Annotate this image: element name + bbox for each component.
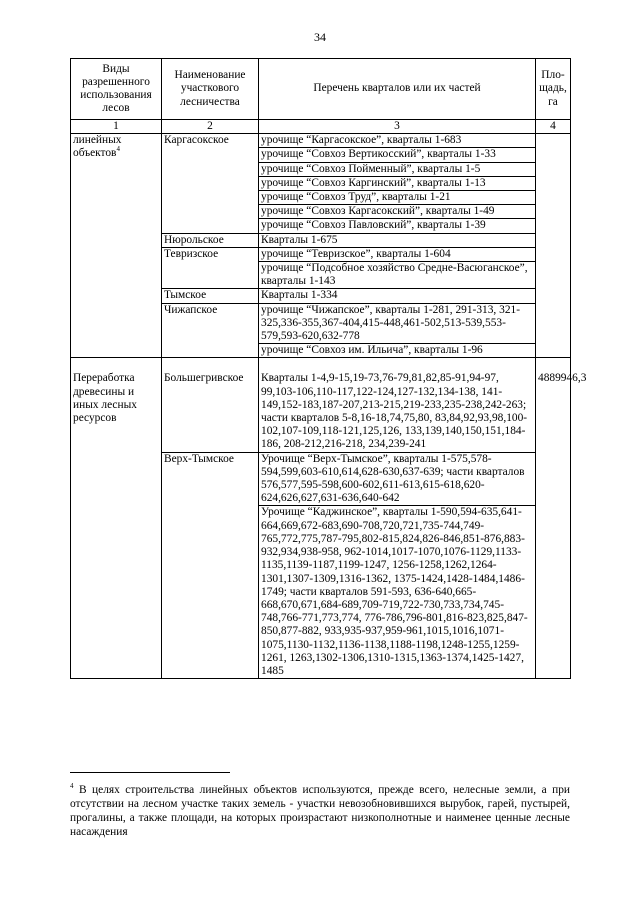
tract-item: урочище “Тевризское”, кварталы 1-604 bbox=[259, 248, 535, 262]
quarters-cell bbox=[259, 247, 536, 289]
column-number: 3 bbox=[259, 120, 536, 134]
tract-item: урочище “Совхоз Труд”, кварталы 1-21 bbox=[259, 191, 535, 205]
header-usage-types: Виды разрешенного использования лесов bbox=[71, 59, 162, 120]
forestry-name-cell: Нюрольское bbox=[162, 233, 259, 247]
tract-item: урочище “Каргасокское”, кварталы 1-683 bbox=[259, 134, 535, 148]
forestry-name-cell: Большегривское bbox=[162, 358, 259, 452]
quarters-cell: Кварталы 1-675 bbox=[259, 233, 536, 247]
column-number: 1 bbox=[71, 120, 162, 134]
forestry-name-cell: Верх-Тымское bbox=[162, 452, 259, 678]
forestry-name-cell: Тевризское bbox=[162, 247, 259, 289]
table-row bbox=[71, 134, 571, 233]
column-number: 4 bbox=[536, 120, 571, 134]
quarters-cell bbox=[259, 303, 536, 358]
tract-item: урочище “Совхоз Вертикосский”, кварталы 1-33 bbox=[259, 148, 535, 162]
area-cell: 4889946,3 bbox=[536, 358, 571, 679]
usage-type-cell: Переработка древесины и иных лесных ресурсов bbox=[71, 358, 162, 679]
quarters-cell bbox=[259, 134, 536, 233]
quarters-cell: Кварталы 1-4,9-15,19-73,76-79,81,82,85-91,94-97, 99,103-106,110-117,122-124,127-132,134-138, 141-149,152-183,187-207,213-215,219-233,235-238,242-263; части кварталов 5-8,16-18,74,75,80, 83,84,92,93,98,100-102,107-109,118-121,125,126, 133,139,140,150,151,184-186, 208-212,216-218, 234,239-241 bbox=[259, 358, 536, 452]
usage-type-cell: линейных объектов$^4$ bbox=[71, 134, 162, 358]
tract-item: Урочище “Кaджинское”, кварталы 1-590,594-635,641- 664,669,672-683,690-708,720,721,735-744,749-765,772,775,787-795,802-815,824,826-846,851-876,883-932,934,938-958, 962-1014,1017-1070,1076-1129,1133-1135,1139-1187,1199-1247, 1256-1258,1262,1264-1301,1307-1309,1316-1362, 1375-1424,1428-1484,1486-1749; части кварталов 591-593, 636-640,665-668,670,671,684-689,709-719,722-730,733,734,745-748,766-771,773,774, 776-786,796-801,816-823,825,847-850,877-882, 933,935-937,959-961,1015,1016,1071-1075,1130-1132,1136-1138,1188-1198,1248-1255,1259-1261, 1263,1302-1306,1310-1315,1363-1374,1425-1427, 1485 bbox=[261, 506, 528, 677]
footnote-mark: 4 bbox=[70, 782, 74, 791]
tract-item: урочище “Подсобное хозяйство Средне-Васюганское”, кварталы 1-143 bbox=[261, 262, 528, 288]
forestry-name-cell: Тымское bbox=[162, 289, 259, 303]
column-number: 2 bbox=[162, 120, 259, 134]
footnote-text: В целях строительства линейных объектов используются, прежде всего, нелесные земли, а при отсутствии на лесном участке таких земель - участки невозобновившихся вырубок, гарей, пустырей, прогалины, а также площади, на которых произрастают низкополнотные и наименее ценные лесные насаждения bbox=[70, 784, 570, 838]
page-number: 34 bbox=[314, 30, 326, 44]
table-number-row bbox=[71, 120, 571, 134]
forestry-name-cell: Чижапское bbox=[162, 303, 259, 358]
forest-quarters-table bbox=[70, 58, 587, 679]
footnote bbox=[70, 783, 570, 839]
header-quarters-list: Перечень кварталов или их частей bbox=[259, 59, 536, 120]
header-area: Пло-щадь, га bbox=[536, 59, 571, 120]
quarters-cell: Кварталы 1-334 bbox=[259, 289, 536, 303]
quarters-cell bbox=[259, 452, 536, 678]
table-header-row bbox=[71, 59, 571, 120]
tract-item: урочище “Совхоз им. Ильича”, кварталы 1-96 bbox=[261, 344, 483, 357]
tract-item: урочище “Совхоз Каргинский”, кварталы 1-13 bbox=[259, 177, 535, 191]
header-forestry-name: Наименование участкового лесничества bbox=[162, 59, 259, 120]
tract-item: урочище “Чижапское”, кварталы 1-281, 291-313, 321-325,336-355,367-404,415-448,461-502,513-539,553-579,593-620,632-778 bbox=[259, 304, 535, 345]
area-cell bbox=[536, 134, 571, 358]
tract-item: урочище “Совхоз Пойменный”, кварталы 1-5 bbox=[259, 163, 535, 177]
tract-item: Урочище “Верх-Тымское”, кварталы 1-575,578-594,599,603-610,614,628-630,637-639; части кварталов 576,577,595-598,600-602,611-613,615-618,620-624,626,627,631-636,640-642 bbox=[259, 453, 535, 507]
table-row bbox=[71, 358, 571, 452]
footnote-separator bbox=[70, 772, 230, 773]
tract-item: урочище “Совхоз Павловский”, кварталы 1-39 bbox=[261, 219, 486, 232]
tract-item: урочище “Совхоз Каргасокский”, кварталы 1-49 bbox=[259, 205, 535, 219]
forestry-name-cell: Каргасокское bbox=[162, 134, 259, 233]
footnote-ref: 4 bbox=[116, 145, 120, 154]
